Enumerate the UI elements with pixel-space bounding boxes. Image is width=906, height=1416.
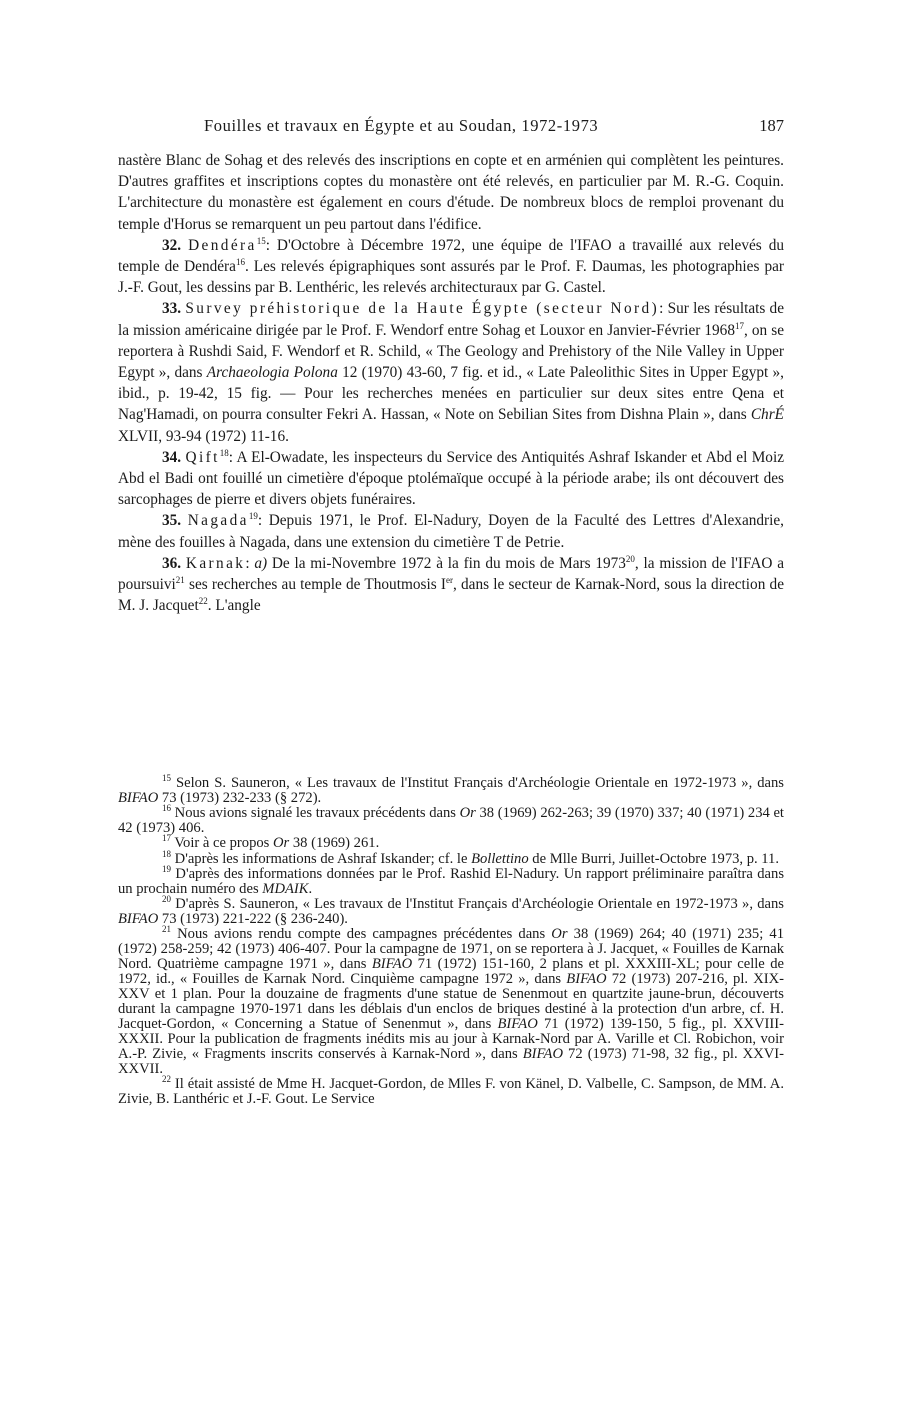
footnote-text: 73 (1973) 221-222 (§ 236-240). xyxy=(158,911,348,928)
footnote-20 xyxy=(118,894,784,928)
journal-title: Bollettino xyxy=(471,850,529,867)
journal-title: Or xyxy=(459,805,476,822)
footnote-text: 71 (1972) 151-160, 2 plans et pl. XXXIII-XL; pour celle de 1972, id., « Fouilles de Karnak Nord. Cinquième campagne 1972 », dans xyxy=(118,956,784,988)
footnote-number: 22 xyxy=(162,1074,171,1084)
footnote-18 xyxy=(118,848,784,867)
footnote-text: Nous avions rendu compte des campagnes précédentes dans xyxy=(171,926,552,943)
journal-title: Or xyxy=(273,835,290,852)
footnote-text: 38 (1969) 261. xyxy=(289,835,380,852)
footnote-number: 18 xyxy=(162,848,171,859)
section-number: 36. xyxy=(162,554,182,572)
site-name: Nagada xyxy=(187,512,249,530)
paragraph-text: XLVII, 93-94 (1972) 11-16. xyxy=(118,427,289,445)
paragraph-text: . L'angle xyxy=(207,597,261,615)
section-33-survey xyxy=(118,298,784,446)
footnote-ref: 18 xyxy=(219,447,229,458)
paragraph-text: , la mission de l'IFAO a poursuivi xyxy=(118,554,785,594)
footnote-text: D'après les informations de Ashraf Iskander; cf. le xyxy=(171,850,472,867)
footnote-text: D'après S. Sauneron, « Les travaux de l'Institut Français d'Archéologie Orientale en 1972-1973 », dans xyxy=(171,896,784,913)
item-letter: a) xyxy=(254,554,268,572)
paragraph-text: : Depuis 1971, le Prof. El-Nadury, Doyen de la Faculté des Lettres d'Alexandrie, mène des fouilles à Nagada, dans une extension du cimetière T de Petrie. xyxy=(118,512,785,551)
journal-title: BIFAO xyxy=(371,956,413,973)
site-name: Dendéra xyxy=(188,236,257,254)
journal-title: ChrÉ xyxy=(750,406,784,424)
running-title: Fouilles et travaux en Égypte et au Soudan, 1972-1973 xyxy=(204,116,599,135)
journal-title: BIFAO xyxy=(497,1015,538,1032)
footnote-number: 20 xyxy=(162,894,171,905)
paragraph-text: De la mi-Novembre 1972 à la fin du mois de Mars 1973 xyxy=(267,554,626,572)
paragraph-text: : Sur les résultats de la mission américaine dirigée par le Prof. F. Wendorf entre Sohag et Louxor en Janvier-Février 1968 xyxy=(118,300,784,339)
section-34-qift xyxy=(118,447,784,511)
main-text xyxy=(118,150,784,616)
footnote-text: 71 (1972) 139-150, 5 fig., pl. XXVIII-XXXII. Pour la publication de fragments inédits mis au jour à Karnak-Nord par A. Varille et Cl. Robichon, voir A.-P. Zivie, « Fragments inscrits conservés à Karnak-Nord », dans xyxy=(118,1015,785,1062)
footnote-15 xyxy=(118,773,784,806)
footnote-number: 17 xyxy=(162,833,171,844)
page-header xyxy=(118,116,784,140)
journal-title: BIFAO xyxy=(118,911,159,928)
journal-title: BIFAO xyxy=(522,1045,563,1062)
section-number: 33. xyxy=(162,300,182,318)
footnote-text: 38 (1969) 264; 40 (1971) 235; 41 (1972) 258-259; 42 (1973) 406-407. Pour la campagne de 1971, on se reportera à J. Jacquet, « Fouilles de Karnak Nord. Quatrième campagne 1971 », dans xyxy=(118,926,784,973)
footnote-ref: 21 xyxy=(175,574,185,585)
section-32-dendera xyxy=(118,235,784,299)
footnote-ref: 15 xyxy=(256,235,266,246)
footnote-ref: 16 xyxy=(235,256,245,267)
paragraph-text: . Les relevés épigraphiques sont assurés par le Prof. F. Daumas, les photographies par J.-F. Gout, les dessins par B. Lenthéric, les relevés architecturaux par G. Castel. xyxy=(118,258,784,297)
footnote-text: Selon S. Sauneron, « Les travaux de l'Institut Français d'Archéologie Orientale en 1972-1973 », dans xyxy=(171,775,784,791)
journal-title: Archaeologia Polona xyxy=(206,364,338,382)
paragraph-text: : A El-Owadate, les inspecteurs du Service des Antiquités Ashraf Iskander et Abd el Moiz Abd el Badi ont fouillé un cimetière d'époque ptolémaïque occupé à la période arabe; ils ont découvert des sarcophages de pierre et divers objets funéraires. xyxy=(118,448,784,509)
section-35-nagada xyxy=(118,510,784,552)
footnote-text: 38 (1969) 262-263; 39 (1970) 337; 40 (1971) 234 et 42 (1973) 406. xyxy=(118,805,784,837)
footnote-number: 21 xyxy=(162,924,171,935)
footnote-text: Voir à ce propos xyxy=(171,835,274,852)
footnote-number: 19 xyxy=(162,864,171,875)
footnote-number: 15 xyxy=(162,773,171,784)
paragraph-continued: nastère Blanc de Sohag et des relevés des inscriptions en copte et en arménien qui complètent les peintures. D'autres graffites et inscriptions coptes du monastère ont été relevés, en particulier par M. R.-G. Coquin. L'architecture du monastère est également en cours d'étude. De nombreux blocs de remploi provenant du temple d'Horus se remarquent un peu partout dans l'édifice. xyxy=(118,152,784,233)
section-number: 34. xyxy=(162,448,182,466)
footnote-ref: 17 xyxy=(734,320,744,331)
footnote-text: Il était assisté de Mme H. Jacquet-Gordon, de Mlles F. von Känel, D. Valbelle, C. Sampson, de MM. A. Zivie, B. Lanthéric et J.-F. Gout. Le Service xyxy=(118,1075,784,1107)
footnote-16 xyxy=(118,803,784,837)
footnote-ref: 22 xyxy=(198,596,208,607)
footnote-19 xyxy=(118,864,784,897)
footnote-22 xyxy=(118,1074,784,1107)
footnote-text: de Mlle Burri, Juillet-Octobre 1973, p. 11. xyxy=(528,850,780,867)
footnote-ref: 19 xyxy=(248,511,258,522)
journal-title: MDAIK xyxy=(262,880,309,897)
footnotes xyxy=(118,773,785,1107)
site-name: Qift xyxy=(185,448,220,466)
journal-title: BIFAO xyxy=(566,971,607,988)
footnote-number: 16 xyxy=(162,803,171,814)
section-number: 35. xyxy=(162,512,182,530)
footnote-text: D'après des informations données par le Prof. Rashid El-Nadury. Un rapport préliminaire paraîtra dans un prochain numéro des xyxy=(118,866,784,897)
site-name: Survey préhistorique de la Haute Égypte (secteur Nord) xyxy=(185,300,660,318)
footnote-text: 72 (1973) 207-216, pl. XIX-XXV et 1 plan. Pour la douzaine de fragments d'une statue de Senenmout en quartzite jaune-brun, découverts durant la campagne 1970-1971 dans les déblais d'un enclos de briques destiné à la protection d'un arbre, cf. H. Jacquet-Gordon, « Concerning a Statue of Senenmut », dans xyxy=(118,971,784,1032)
page-number: 187 xyxy=(759,116,784,135)
footnote-ref: 20 xyxy=(625,553,635,564)
paragraph-text: , on se reportera à Rushdi Said, F. Wendorf et R. Schild, « The Geology and Prehistory of the Nile Valley in Upper Egypt », dans xyxy=(118,321,784,382)
footnote-17 xyxy=(118,833,784,852)
footnote-21 xyxy=(118,924,785,1077)
footnote-text: 73 (1973) 232-233 (§ 272). xyxy=(158,789,322,806)
journal-title: BIFAO xyxy=(118,789,159,806)
paragraph-text: : xyxy=(245,554,255,572)
journal-title: Or xyxy=(551,926,568,943)
paragraph-text: ses recherches au temple de Thoutmosis I xyxy=(184,576,446,594)
footnote-text: 72 (1973) 71-98, 32 fig., pl. XXVI-XXVII. xyxy=(118,1045,784,1077)
footnote-text: Nous avions signalé les travaux précédents dans xyxy=(171,805,460,822)
site-name: Karnak xyxy=(185,554,246,572)
paragraph-text: 12 (1970) 43-60, 7 fig. et id., « Late Paleolithic Sites in Upper Egypt », ibid., p. 19-42, 15 fig. — Pour les recherches menées en particulier sur deux sites entre Qena et Nag'Hamadi, on pourra consulter Fekri A. Hassan, « Note on Sebilian Sites from Dishna Plain », dans xyxy=(118,364,785,424)
section-number: 32. xyxy=(162,236,182,254)
paragraph-text: , dans le secteur de Karnak-Nord, sous la direction de M. J. Jacquet xyxy=(118,576,784,615)
ordinal-suffix: er xyxy=(445,574,453,585)
footnote-text: . xyxy=(308,880,313,897)
paragraph-text: : D'Octobre à Décembre 1972, une équipe de l'IFAO a travaillé aux relevés du temple de Dendéra xyxy=(118,236,784,276)
section-36-karnak xyxy=(118,553,784,617)
